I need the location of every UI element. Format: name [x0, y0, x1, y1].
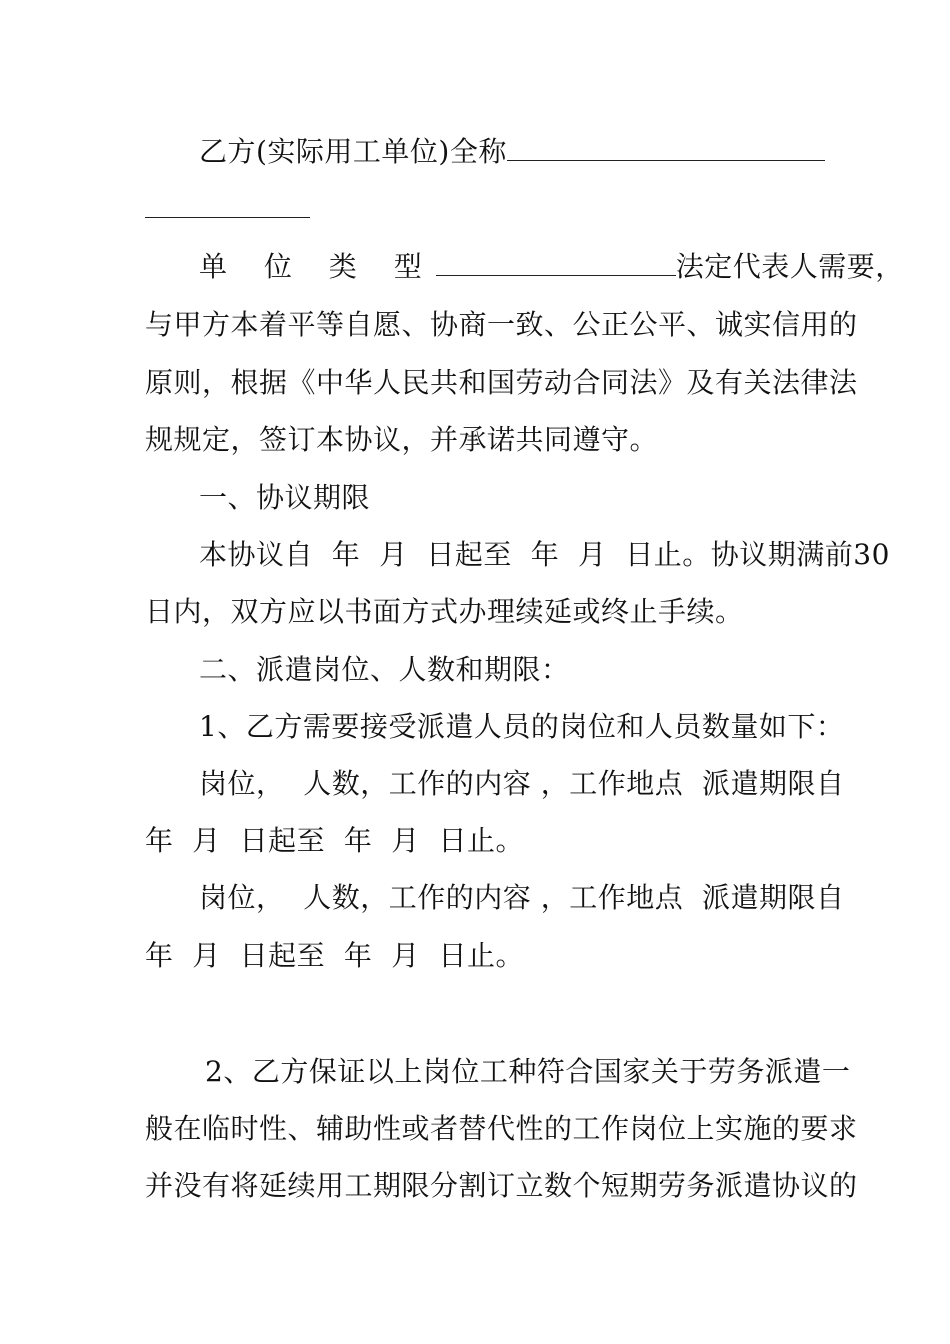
party-b-line [199, 132, 810, 172]
list-item: 1、乙方需要接受派遣人员的岗位和人员数量如下： [199, 710, 845, 743]
paragraph-line: 般在临时性、辅助性或者替代性的工作岗位上实施的要求 [145, 1112, 858, 1145]
preamble-line: 与甲方本着平等自愿、协商一致、公正公平、诚实信用的 [145, 308, 858, 341]
legal-rep-text: 法定代表人需要， [675, 250, 904, 283]
party-b-name-blank-continued [145, 217, 310, 218]
preamble-line: 规规定，签订本协议，并承诺共同遵守。 [145, 423, 659, 456]
term-paragraph-line: 日内，双方应以书面方式办理续延或终止手续。 [145, 595, 744, 628]
list-item: 2、乙方保证以上岗位工种符合国家关于劳务派遣一 [205, 1055, 851, 1088]
unit-type-line [199, 247, 904, 287]
post-entry-line: 年 月 日起至 年 月 日止。 [145, 939, 525, 972]
section-title: 一、协议期限 [199, 481, 371, 514]
unit-type-label: 单 位 类 型 [199, 250, 436, 283]
unit-type-blank [436, 249, 676, 276]
post-entry-line: 岗位， 人数，工作的内容 ，工作地点 派遣期限自 [199, 881, 845, 914]
party-b-label: 乙方(实际用工单位)全称 [199, 135, 507, 168]
party-b-name-blank [507, 134, 825, 161]
paragraph-line: 并没有将延续用工期限分割订立数个短期劳务派遣协议的 [145, 1169, 858, 1202]
post-entry-line: 年 月 日起至 年 月 日止。 [145, 824, 525, 857]
preamble-line: 原则，根据《中华人民共和国劳动合同法》及有关法律法 [145, 366, 858, 399]
section-title: 二、派遣岗位、人数和期限： [199, 653, 570, 686]
term-paragraph-line: 本协议自 年 月 日起至 年 月 日止。协议期满前30 [199, 538, 890, 571]
post-entry-line: 岗位， 人数，工作的内容 ，工作地点 派遣期限自 [199, 767, 845, 800]
